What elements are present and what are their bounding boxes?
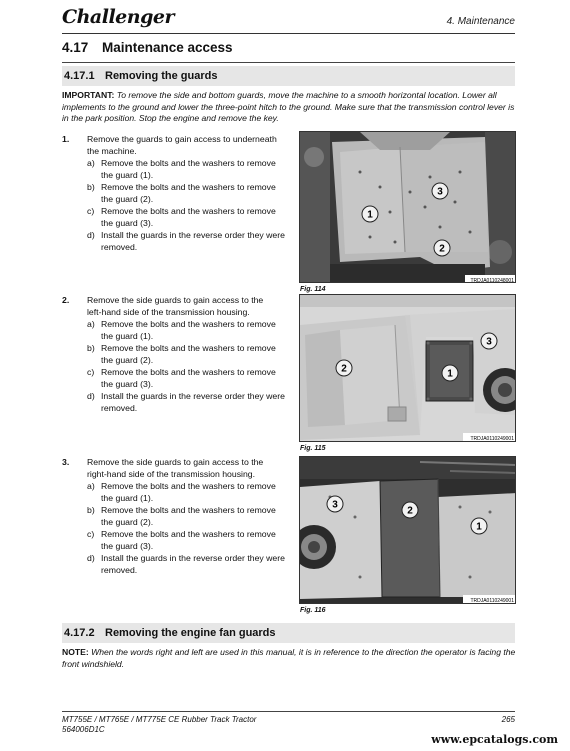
header-divider (62, 33, 515, 34)
substep-text: Install the guards in the reverse order they were removed. (101, 230, 285, 252)
direction-note (62, 647, 517, 670)
subsection-heading-removing-guards (62, 66, 515, 86)
subsection-heading-engine-fan-guards (62, 623, 515, 643)
footer-divider (62, 711, 515, 712)
figure-code: TRDJA0110249001 (470, 598, 514, 604)
substep-letter: b) (87, 505, 95, 515)
callout-3: 3 (486, 336, 492, 348)
note-text: When the words right and left are used in this manual, it is in reference to the direction the operator is facing the front windshield. (62, 647, 516, 669)
substep-text: Install the guards in the reverse order they were removed. (101, 553, 285, 575)
figure-code: TRDJA0110248001 (470, 278, 514, 283)
step-text: Remove the side guards to gain access to the right-hand side of the transmission housing. (87, 457, 264, 479)
subsection-title: Removing the guards (105, 70, 218, 82)
substep-letter: a) (87, 481, 95, 491)
section-heading (62, 40, 233, 55)
callout-2: 2 (407, 505, 413, 517)
important-label: IMPORTANT: (62, 90, 115, 100)
figure-116-photo (299, 456, 516, 604)
substep-letter: d) (87, 391, 95, 401)
substep-letter: c) (87, 206, 95, 216)
substep-d (87, 552, 287, 576)
step-text: Remove the guards to gain access to underneath the machine. (87, 134, 277, 156)
watermark: www.epcatalogs.com (431, 733, 558, 746)
callout-2: 2 (341, 363, 347, 375)
section-number: 4.17 (62, 40, 89, 55)
substep-text: Remove the bolts and the washers to remove the guard (1). (101, 319, 276, 341)
page-number: 265 (501, 715, 515, 724)
substep-c (87, 366, 287, 390)
substep-b (87, 181, 287, 205)
footer-part-number: 564006D1C (62, 725, 105, 734)
step-1 (62, 133, 297, 253)
substep-text: Remove the bolts and the washers to remove the guard (2). (101, 182, 276, 204)
subsection-number: 4.17.1 (64, 70, 95, 82)
figure-115-caption: Fig. 115 (300, 445, 326, 452)
subsection-number: 4.17.2 (64, 627, 95, 639)
step-2 (62, 294, 297, 414)
substep-c (87, 528, 287, 552)
figure-114-photo (299, 131, 516, 283)
step-number: 2. (62, 295, 70, 305)
important-note (62, 90, 517, 125)
section-title: Maintenance access (102, 40, 233, 55)
substep-text: Remove the bolts and the washers to remove the guard (2). (101, 505, 276, 527)
callout-2: 2 (439, 243, 445, 255)
callout-1: 1 (367, 209, 373, 221)
footer-model-info (62, 715, 256, 735)
step-number: 3. (62, 457, 70, 467)
substep-text: Remove the bolts and the washers to remove the guard (3). (101, 529, 276, 551)
substep-letter: b) (87, 182, 95, 192)
header-section-title: 4. Maintenance (446, 16, 515, 27)
substep-text: Remove the bolts and the washers to remove the guard (3). (101, 367, 276, 389)
substep-b (87, 504, 287, 528)
callout-1: 1 (447, 368, 453, 380)
footer-model: MT755E / MT765E / MT775E CE Rubber Track Tractor (62, 715, 257, 724)
substep-letter: c) (87, 529, 95, 539)
substep-letter: d) (87, 553, 95, 563)
substep-letter: a) (87, 319, 95, 329)
substep-a (87, 480, 287, 504)
substep-d (87, 229, 287, 253)
callout-1: 1 (476, 521, 482, 533)
subsection-title: Removing the engine fan guards (105, 627, 276, 639)
figure-114-caption: Fig. 114 (300, 286, 326, 293)
section-divider (62, 62, 515, 63)
substep-b (87, 342, 287, 366)
figure-115-photo (299, 294, 516, 442)
substep-d (87, 390, 287, 414)
substep-letter: b) (87, 343, 95, 353)
callout-3: 3 (437, 186, 443, 198)
step-3 (62, 456, 297, 576)
challenger-logo: Challenger (62, 6, 174, 28)
substep-text: Remove the bolts and the washers to remove the guard (2). (101, 343, 276, 365)
substep-text: Remove the bolts and the washers to remove the guard (1). (101, 158, 276, 180)
substep-letter: a) (87, 158, 95, 168)
substep-letter: c) (87, 367, 95, 377)
step-number: 1. (62, 134, 70, 144)
note-label: NOTE: (62, 647, 89, 657)
substep-a (87, 157, 287, 181)
substep-a (87, 318, 287, 342)
important-text: To remove the side and bottom guards, move the machine to a smooth horizontal location. Lower all implements to the ground and lower the three-point hitch to the ground. Make sure that the transmission control lever is in the park position. Stop the engine and remove the key. (62, 90, 515, 123)
substep-text: Remove the bolts and the washers to remove the guard (1). (101, 481, 276, 503)
step-text: Remove the side guards to gain access to the left-hand side of the transmission housing. (87, 295, 264, 317)
substep-text: Install the guards in the reverse order they were removed. (101, 391, 285, 413)
figure-code: TRDJA0110249001 (470, 436, 514, 442)
figure-116-caption: Fig. 116 (300, 607, 326, 614)
substep-letter: d) (87, 230, 95, 240)
substep-text: Remove the bolts and the washers to remove the guard (3). (101, 206, 276, 228)
substep-c (87, 205, 287, 229)
callout-3: 3 (332, 499, 338, 511)
